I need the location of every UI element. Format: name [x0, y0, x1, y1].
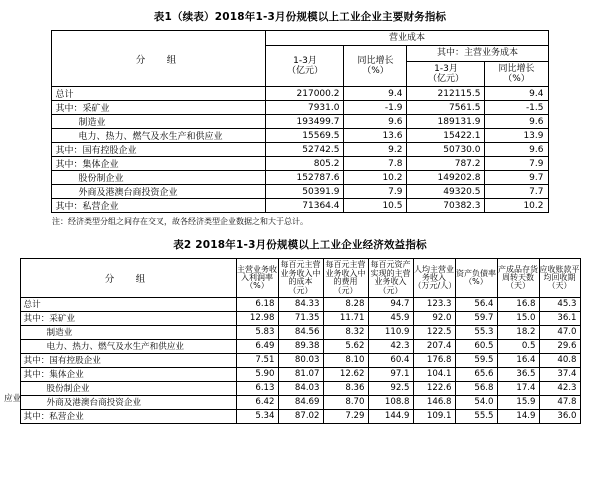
table2-col-unit: （%） [245, 281, 269, 291]
table1-cell: 189131.9 [407, 115, 485, 129]
table2-col-unit: （天） [506, 281, 530, 291]
table2-col-title: 资产负债率 [456, 268, 496, 278]
table2-cell: 18.2 [497, 325, 539, 339]
table2-col-title: 主营业务收入利润率 [237, 264, 277, 282]
table2-cell: 16.4 [497, 353, 539, 367]
table2-cell: 29.6 [539, 339, 580, 353]
table2-cell: 84.69 [278, 395, 323, 409]
table2-cell: 5.34 [236, 409, 278, 423]
table2-col-unit: （元） [288, 285, 313, 295]
table2-col-header [323, 259, 368, 298]
table2-col-unit: （万元/人） [413, 281, 457, 291]
table2-cell: 12.98 [236, 311, 278, 325]
table2-cell: 59.7 [455, 311, 497, 325]
table-row [52, 87, 548, 101]
table1-sub-col-growth [485, 61, 548, 87]
table1-header-row-1 [52, 31, 548, 46]
table2-cell: 84.03 [278, 381, 323, 395]
table-row [20, 395, 580, 409]
table2-cell: 109.1 [413, 409, 455, 423]
table1-cell: 805.2 [266, 157, 344, 171]
table1-cell: 9.4 [344, 87, 407, 101]
table2-header-row [20, 259, 580, 298]
table-row [20, 339, 580, 353]
table2-caption: 表2 2018年1-3月份规模以上工业企业经济效益指标 [173, 239, 427, 252]
table2-cell: 36.0 [539, 409, 580, 423]
table2-cell: 12.62 [323, 367, 368, 381]
table-row [52, 171, 548, 185]
table2-cell: 8.36 [323, 381, 368, 395]
table2-cell: 55.5 [455, 409, 497, 423]
table1-cell: -1.9 [344, 101, 407, 115]
table2-cell: 92.5 [368, 381, 413, 395]
table2-cell: 7.51 [236, 353, 278, 367]
table2-col-header [455, 259, 497, 298]
table2-row-label: 股份制企业 [20, 381, 236, 395]
table1-cell: 7.9 [485, 157, 548, 171]
table1-top-span: 营业成本 [266, 31, 548, 46]
table2-col-title: 每百元主营业务收入中的成本 [280, 260, 321, 287]
table2-cell: 15.9 [497, 395, 539, 409]
table2-cell: 65.6 [455, 367, 497, 381]
table2-cell: 36.5 [497, 367, 539, 381]
table2-row-label: 制造业 [20, 325, 236, 339]
table1-row-label: 其中：集体企业 [52, 157, 266, 171]
table1-col-period [266, 46, 344, 87]
table1-cell: 9.6 [485, 143, 548, 157]
table2-col-header [278, 259, 323, 298]
table2-col-unit: （元） [378, 285, 403, 295]
table1-cell: 49320.5 [407, 185, 485, 199]
table1-cell: 7.9 [344, 185, 407, 199]
table2-row-label: 其中：采矿业 [20, 311, 236, 325]
table2-row-label: 其中：集体企业 [20, 367, 236, 381]
table2-cell: 14.9 [497, 409, 539, 423]
table-row [52, 101, 548, 115]
table1-cell: 13.9 [485, 129, 548, 143]
table1-row-label: 其中：国有控股企业 [52, 143, 266, 157]
table2-group-header: 分 组 [20, 259, 236, 298]
table2-col-title: 每百元资产实现的主营业务收入 [370, 260, 411, 287]
table2-cell: 56.4 [455, 297, 497, 311]
table2-cell: 7.29 [323, 409, 368, 423]
table1-note: 注：经济类型分组之间存在交叉，故各经济类型企业数据之和大于总计。 [52, 217, 308, 227]
table2-cell: 59.5 [455, 353, 497, 367]
table1-sub-col-period-title: 1-3月 [434, 63, 458, 74]
table2-cell: 6.49 [236, 339, 278, 353]
table2-cell: 104.1 [413, 367, 455, 381]
table-row [20, 367, 580, 381]
table1-row-label: 其中：采矿业 [52, 101, 266, 115]
table2-cell: 60.5 [455, 339, 497, 353]
table2-cell: 108.8 [368, 395, 413, 409]
table2-row-label: 总计 [20, 297, 236, 311]
table-row [20, 381, 580, 395]
table-row [20, 311, 580, 325]
table-row [52, 199, 548, 213]
table2-cell: 5.83 [236, 325, 278, 339]
table2-cell: 6.13 [236, 381, 278, 395]
table1-cell: 10.5 [344, 199, 407, 213]
table2-cell: 17.4 [497, 381, 539, 395]
table1-sub-col-growth-unit: （%） [503, 74, 530, 85]
table2-cell: 81.07 [278, 367, 323, 381]
table1-col-growth-unit: （%） [362, 66, 389, 77]
table2-cell: 8.28 [323, 297, 368, 311]
table2-cell: 110.9 [368, 325, 413, 339]
table1-caption: 表1（续表）2018年1-3月份规模以上工业企业主要财务指标 [153, 11, 447, 23]
stray-overflow-label: 应业 [4, 394, 22, 404]
table2-cell: 54.0 [455, 395, 497, 409]
table2-cell: 122.6 [413, 381, 455, 395]
table1-cell: 9.6 [485, 115, 548, 129]
table2-cell: 176.8 [413, 353, 455, 367]
table1-cell: 71364.4 [266, 199, 344, 213]
table2-cell: 0.5 [497, 339, 539, 353]
table1-row-label: 制造业 [52, 115, 266, 129]
table1-cell: 193499.7 [266, 115, 344, 129]
table2-col-unit: （天） [547, 281, 572, 291]
table2-cell: 16.8 [497, 297, 539, 311]
table1-cell: 9.7 [485, 171, 548, 185]
table1-sub-col-period-unit: （亿元） [427, 74, 464, 85]
table2-cell: 87.02 [278, 409, 323, 423]
table1-cell: 13.6 [344, 129, 407, 143]
table2-cell: 40.8 [539, 353, 580, 367]
table2-cell: 89.38 [278, 339, 323, 353]
table2-cell: 144.9 [368, 409, 413, 423]
table2 [20, 258, 581, 424]
table1-cell: 7561.5 [407, 101, 485, 115]
table2-col-header [368, 259, 413, 298]
table2-row-label: 电力、热力、燃气及水生产和供应业 [20, 339, 236, 353]
table2-row-label: 其中：私营企业 [20, 409, 236, 423]
table1-cell: 152787.6 [266, 171, 344, 185]
table1-cell: 9.2 [344, 143, 407, 157]
table1-cell: 787.2 [407, 157, 485, 171]
table1-cell: 10.2 [485, 199, 548, 213]
table2-cell: 146.8 [413, 395, 455, 409]
table1-cell: 70382.3 [407, 199, 485, 213]
table2-cell: 15.0 [497, 311, 539, 325]
table2-cell: 84.33 [278, 297, 323, 311]
table-row [52, 157, 548, 171]
table2-cell: 94.7 [368, 297, 413, 311]
table1-row-label: 总计 [52, 87, 266, 101]
table2-cell: 45.3 [539, 297, 580, 311]
table1-row-label: 外商及港澳台商投资企业 [52, 185, 266, 199]
table2-cell: 56.8 [455, 381, 497, 395]
table2-cell: 37.4 [539, 367, 580, 381]
table1-sub-col-growth-title: 同比增长 [498, 63, 535, 74]
table2-col-title: 每百元主营业务收入中的费用 [325, 260, 366, 287]
table2-cell: 207.4 [413, 339, 455, 353]
table2-cell: 8.32 [323, 325, 368, 339]
table2-cell: 6.18 [236, 297, 278, 311]
table2-cell: 11.71 [323, 311, 368, 325]
table2-col-unit: （元） [333, 285, 358, 295]
table-row [52, 185, 548, 199]
table2-col-header [413, 259, 455, 298]
table2-cell: 42.3 [539, 381, 580, 395]
table1-cell: 7931.0 [266, 101, 344, 115]
table1-sub-col-period [407, 61, 485, 87]
table1-sub-span: 其中：主营业务成本 [407, 46, 548, 61]
table2-cell: 47.0 [539, 325, 580, 339]
table2-col-header [539, 259, 580, 298]
table1-group-header: 分 组 [52, 31, 266, 87]
table1-col-period-unit: （亿元） [286, 66, 323, 77]
table1-row-label: 电力、热力、燃气及水生产和供应业 [52, 129, 266, 143]
table1-col-growth [344, 46, 407, 87]
table1-cell: 15569.5 [266, 129, 344, 143]
table2-cell: 80.03 [278, 353, 323, 367]
table1-cell: -1.5 [485, 101, 548, 115]
table1-cell: 149202.8 [407, 171, 485, 185]
table-row [20, 353, 580, 367]
table2-cell: 8.10 [323, 353, 368, 367]
table1-col-growth-title: 同比增长 [357, 56, 394, 67]
table-row [20, 325, 580, 339]
table-row [20, 409, 580, 423]
table2-cell: 123.3 [413, 297, 455, 311]
table2-cell: 84.56 [278, 325, 323, 339]
table1-cell: 7.7 [485, 185, 548, 199]
table2-cell: 55.3 [455, 325, 497, 339]
table2-col-title: 产成品存货周转天数 [498, 264, 538, 282]
table2-cell: 6.42 [236, 395, 278, 409]
table2-cell: 97.1 [368, 367, 413, 381]
table2-cell: 8.70 [323, 395, 368, 409]
table1-cell: 52742.5 [266, 143, 344, 157]
table1-col-period-title: 1-3月 [293, 56, 317, 67]
table1-cell: 7.8 [344, 157, 407, 171]
table1-cell: 50391.9 [266, 185, 344, 199]
table2-cell: 71.35 [278, 311, 323, 325]
table2-cell: 5.90 [236, 367, 278, 381]
table1-cell: 9.4 [485, 87, 548, 101]
table1-cell: 212115.5 [407, 87, 485, 101]
table2-col-header [497, 259, 539, 298]
table1-cell: 15422.1 [407, 129, 485, 143]
table-row [20, 297, 580, 311]
table2-cell: 5.62 [323, 339, 368, 353]
table2-col-header [236, 259, 278, 298]
table2-cell: 122.5 [413, 325, 455, 339]
table2-col-title: 人均主营业务收入 [414, 264, 454, 282]
table2-col-unit: （%） [464, 277, 488, 287]
table1-cell: 10.2 [344, 171, 407, 185]
table-row [52, 115, 548, 129]
table2-cell: 36.1 [539, 311, 580, 325]
table2-row-label: 其中：国有控股企业 [20, 353, 236, 367]
table-row [52, 143, 548, 157]
table1-row-label: 其中：私营企业 [52, 199, 266, 213]
table1-row-label: 股份制企业 [52, 171, 266, 185]
table2-col-title: 应收账款平均回收期 [539, 264, 580, 282]
table1 [51, 30, 548, 213]
table2-cell: 92.0 [413, 311, 455, 325]
table1-cell: 9.6 [344, 115, 407, 129]
table1-cell: 50730.0 [407, 143, 485, 157]
table2-cell: 47.8 [539, 395, 580, 409]
table2-cell: 60.4 [368, 353, 413, 367]
table2-row-label: 外商及港澳台商投资企业 [20, 395, 236, 409]
table1-cell: 217000.2 [266, 87, 344, 101]
table2-cell: 45.9 [368, 311, 413, 325]
table2-cell: 42.3 [368, 339, 413, 353]
table-row [52, 129, 548, 143]
